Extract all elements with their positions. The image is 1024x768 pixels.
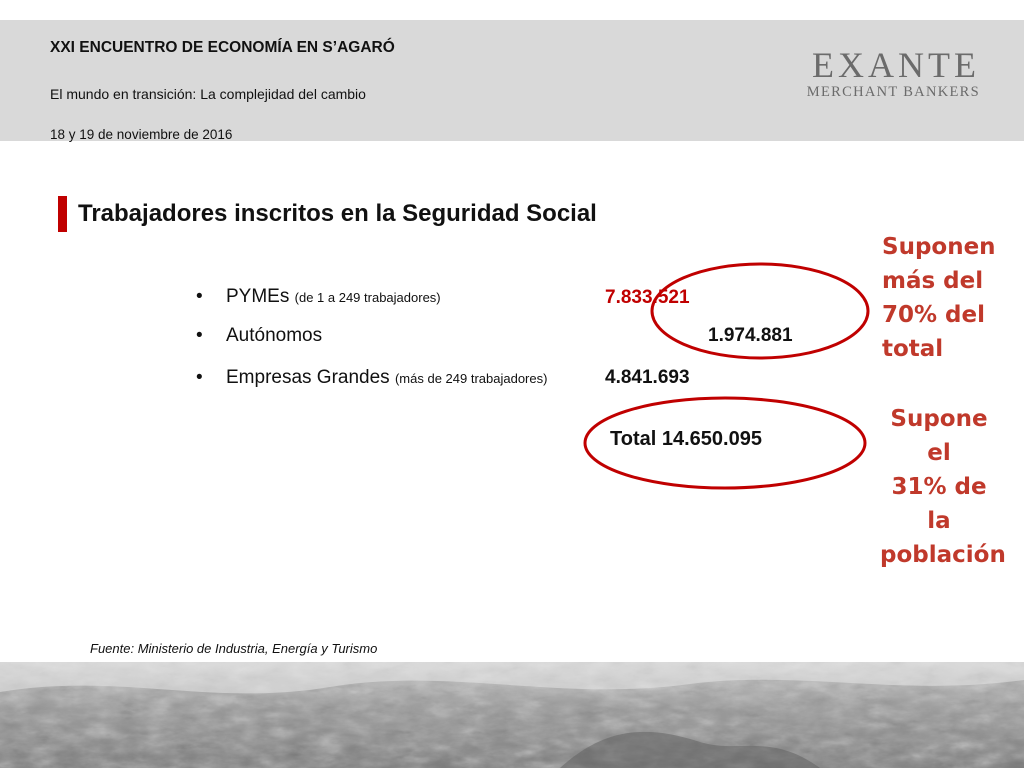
total-value: Total 14.650.095 [610,428,762,450]
callout-line: 70% del [882,302,986,328]
bullet-dot: • [196,286,203,307]
item-label: Autónomos [226,325,323,346]
map-footer-band [0,662,1024,768]
section-title: Trabajadores inscritos en la Seguridad Social [78,200,597,227]
callout-line: Suponen [882,234,996,260]
bullet-dot: • [196,367,203,388]
section-accent-bar [58,196,67,232]
map-texture [0,662,1024,768]
slide-header [0,20,1024,141]
callout-percentage-total [882,230,996,366]
item-note: (más de 249 trabajadores) [394,371,548,386]
conference-subtitle: El mundo en transición: La complejidad del cambio [50,86,366,102]
callout-line: Supone el [890,406,988,466]
item-value: 7.833.521 [605,287,690,308]
callout-line: 31% de la [891,474,987,534]
source-note: Fuente: Ministerio de Industria, Energía y Turismo [90,641,378,656]
conference-dates: 18 y 19 de noviembre de 2016 [50,127,233,142]
callout-line: total [882,336,944,362]
item-label: PYMEs [226,286,290,307]
callout-line: más del [882,268,984,294]
item-value: 4.841.693 [605,367,690,388]
callout-line: población [880,542,1006,568]
top-margin [0,0,1024,20]
item-note: (de 1 a 249 trabajadores) [294,290,441,305]
callout-percentage-population [880,402,1006,572]
conference-title: XXI ENCUENTRO DE ECONOMÍA EN S’AGARÓ [50,39,395,56]
item-label: Empresas Grandes [226,367,390,388]
bullet-dot: • [196,325,203,346]
exante-logo-subtitle: MERCHANT BANKERS [806,84,980,100]
exante-logo: EXANTE [812,45,980,85]
item-value: 1.974.881 [708,325,793,346]
